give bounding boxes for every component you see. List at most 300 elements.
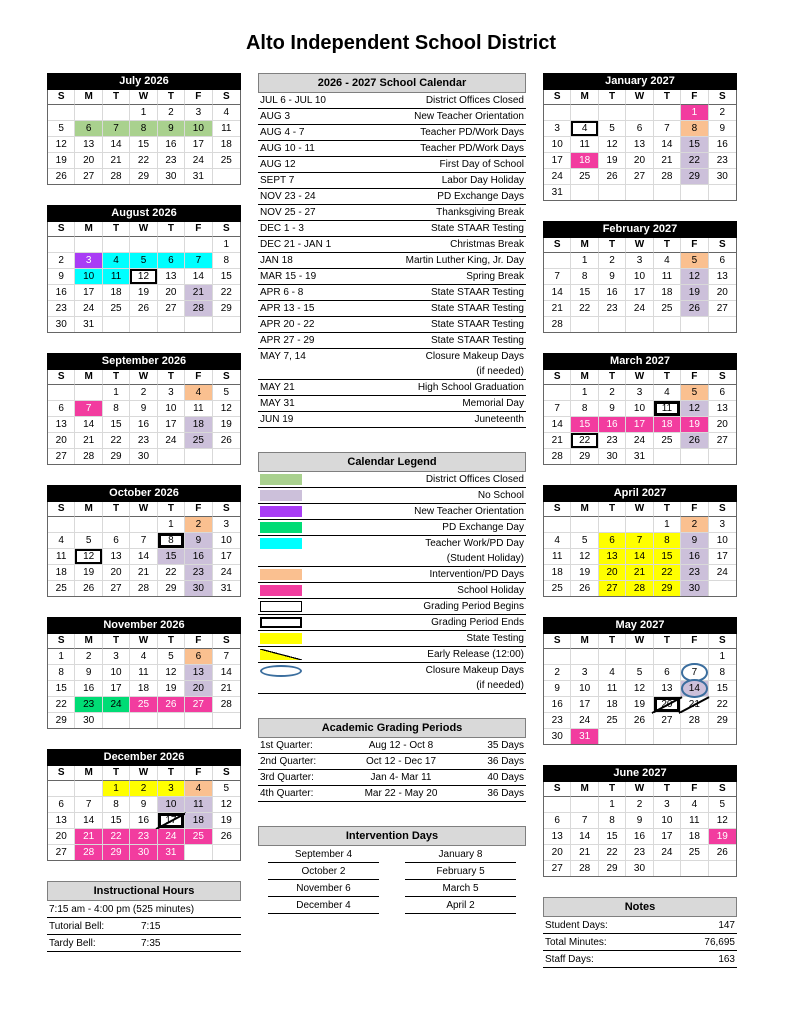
- day-cell: 13: [709, 269, 736, 285]
- intervention-date: September 4: [268, 846, 379, 863]
- day-cell: 29: [103, 845, 130, 860]
- day-cell: 5: [626, 665, 653, 681]
- day-cell: 22: [103, 829, 130, 845]
- day-cell: 7: [75, 797, 102, 813]
- weekday-header: T: [599, 238, 626, 253]
- day-cell: 21: [544, 301, 571, 317]
- day-cell: 21: [103, 153, 130, 169]
- day-cell: 25: [544, 581, 571, 596]
- day-cell: 30: [544, 729, 571, 744]
- hours-label: 7:15 am - 4:00 pm (525 minutes): [49, 903, 195, 915]
- weekday-header: T: [654, 238, 681, 253]
- day-cell: 28: [185, 301, 212, 317]
- day-cell: 29: [654, 581, 681, 596]
- day-cell: 16: [185, 549, 212, 565]
- day-cell: 28: [103, 169, 130, 184]
- instructional-hours-rows: [47, 901, 241, 952]
- day-cell: 9: [599, 269, 626, 285]
- weekday-header: T: [103, 90, 130, 105]
- day-cell: 20: [48, 829, 75, 845]
- weekday-header: T: [654, 502, 681, 517]
- month-march-2027: [543, 353, 737, 465]
- day-cell: 15: [599, 829, 626, 845]
- weekday-header: W: [626, 238, 653, 253]
- day-cell: 30: [681, 581, 708, 596]
- day-cell: 25: [185, 829, 212, 845]
- event-date: AUG 12: [260, 159, 296, 170]
- event-date: NOV 25 - 27: [260, 207, 316, 218]
- day-cell: [213, 449, 240, 464]
- day-cell: 13: [544, 829, 571, 845]
- weekday-header: M: [75, 370, 102, 385]
- event-date: JUL 6 - JUL 10: [260, 95, 326, 106]
- day-cell: 29: [571, 449, 598, 464]
- day-cell: 3: [709, 517, 736, 533]
- day-cell: 8: [130, 121, 157, 137]
- weekday-header: T: [158, 766, 185, 781]
- day-cell: 22: [213, 285, 240, 301]
- day-cell: [544, 385, 571, 401]
- legend-label: PD Exchange Day: [442, 522, 524, 533]
- weekday-header: T: [103, 370, 130, 385]
- day-cell: 9: [709, 121, 736, 137]
- day-cell: 9: [158, 121, 185, 137]
- day-cell: 11: [213, 121, 240, 137]
- day-cell: 23: [544, 713, 571, 729]
- day-cell: 14: [544, 417, 571, 433]
- day-cell: 12: [599, 137, 626, 153]
- day-cell: 11: [654, 401, 681, 417]
- event-description: State STAAR Testing: [430, 303, 524, 314]
- day-cell: 8: [103, 797, 130, 813]
- day-cell: 29: [158, 581, 185, 596]
- legend-swatch: [260, 538, 302, 549]
- day-cell: [709, 581, 736, 596]
- weekday-header: M: [571, 90, 598, 105]
- event-date: MAY 31: [260, 398, 295, 409]
- legend-swatch: [260, 601, 302, 612]
- day-cell: 17: [626, 417, 653, 433]
- day-cell: 27: [48, 449, 75, 464]
- grading-period-row: [258, 770, 526, 786]
- calendar-event-row: [258, 141, 526, 157]
- legend-row: [258, 583, 526, 599]
- day-cell: 15: [571, 417, 598, 433]
- day-cell: 27: [103, 581, 130, 596]
- day-cell: 31: [185, 169, 212, 184]
- grading-period-row: [258, 786, 526, 802]
- day-cell: 12: [213, 797, 240, 813]
- day-cell: [48, 781, 75, 797]
- month-title: September 2026: [47, 353, 241, 370]
- day-cell: [185, 237, 212, 253]
- legend-row: [258, 678, 526, 694]
- quarter-days: 35 Days: [487, 740, 524, 751]
- day-cell: 13: [599, 549, 626, 565]
- day-cell: 2: [544, 665, 571, 681]
- event-description: Labor Day Holiday: [441, 175, 524, 186]
- day-cell: 15: [158, 549, 185, 565]
- day-cell: 16: [599, 417, 626, 433]
- event-description: New Teacher Orientation: [414, 111, 524, 122]
- event-description: Closure Makeup Days: [425, 351, 524, 362]
- day-cell: 16: [544, 697, 571, 713]
- day-cell: 2: [48, 253, 75, 269]
- weekday-header: S: [544, 502, 571, 517]
- notes-panel: [543, 897, 737, 968]
- weekday-header: S: [213, 634, 240, 649]
- day-cell: 13: [48, 813, 75, 829]
- calendar-event-row: [258, 396, 526, 412]
- day-cell: 20: [158, 285, 185, 301]
- day-cell: [599, 105, 626, 121]
- day-cell: 1: [571, 253, 598, 269]
- legend-row: [258, 551, 526, 567]
- closure-makeup-oval: [681, 663, 707, 682]
- day-cell: [544, 253, 571, 269]
- school-calendar-rows: [258, 93, 526, 428]
- day-cell: 27: [599, 581, 626, 596]
- weekday-header: S: [709, 370, 736, 385]
- day-cell: 22: [130, 153, 157, 169]
- legend-label: State Testing: [466, 633, 524, 644]
- day-cell: 4: [103, 253, 130, 269]
- event-description: Martin Luther King, Jr. Day: [405, 255, 524, 266]
- day-cell: 25: [213, 153, 240, 169]
- day-cell: 27: [48, 845, 75, 860]
- month-title: August 2026: [47, 205, 241, 222]
- day-cell: 6: [599, 533, 626, 549]
- calendar-event-row: [258, 301, 526, 317]
- day-cell: 15: [654, 549, 681, 565]
- day-cell: [709, 729, 736, 744]
- month-grid: [543, 370, 737, 465]
- quarter-range: Oct 12 - Dec 17: [365, 756, 437, 767]
- weekday-header: S: [544, 238, 571, 253]
- weekday-header: S: [213, 370, 240, 385]
- month-january-2027: [543, 73, 737, 201]
- day-cell: 20: [75, 153, 102, 169]
- day-cell: [626, 649, 653, 665]
- day-cell: 26: [709, 845, 736, 861]
- day-cell: 30: [185, 581, 212, 596]
- day-cell: 27: [626, 169, 653, 185]
- school-calendar-panel: [258, 73, 526, 428]
- day-cell: 17: [158, 813, 185, 829]
- day-cell: 18: [185, 813, 212, 829]
- day-cell: 30: [626, 861, 653, 876]
- weekday-header: T: [654, 90, 681, 105]
- day-cell: 11: [48, 549, 75, 565]
- event-date: AUG 10 - 11: [260, 143, 315, 154]
- left-column: [47, 73, 241, 976]
- day-cell: 14: [185, 269, 212, 285]
- event-description: District Offices Closed: [425, 95, 524, 106]
- day-cell: 10: [626, 401, 653, 417]
- weekday-header: W: [626, 634, 653, 649]
- month-title: March 2027: [543, 353, 737, 370]
- day-cell: 19: [213, 417, 240, 433]
- day-cell: 18: [48, 565, 75, 581]
- calendar-event-row: [258, 173, 526, 189]
- day-cell: 29: [103, 449, 130, 464]
- weekday-header: M: [75, 502, 102, 517]
- day-cell: 2: [75, 649, 102, 665]
- day-cell: 5: [130, 253, 157, 269]
- day-cell: 27: [185, 697, 212, 713]
- day-cell: 31: [626, 449, 653, 464]
- day-cell: 28: [681, 713, 708, 729]
- intervention-days-header: Intervention Days: [258, 826, 526, 846]
- day-cell: 10: [75, 269, 102, 285]
- intervention-days-panel: [258, 826, 526, 914]
- day-cell: 1: [213, 237, 240, 253]
- event-description: (if needed): [476, 366, 524, 377]
- day-cell: 8: [48, 665, 75, 681]
- event-description: First Day of School: [439, 159, 524, 170]
- day-cell: 13: [626, 137, 653, 153]
- day-cell: 13: [103, 549, 130, 565]
- quarter-label: 3rd Quarter:: [260, 772, 314, 783]
- day-cell: 30: [130, 845, 157, 860]
- month-title: May 2027: [543, 617, 737, 634]
- day-cell: 4: [185, 781, 212, 797]
- day-cell: 2: [599, 253, 626, 269]
- day-cell: 23: [130, 433, 157, 449]
- day-cell: 5: [599, 121, 626, 137]
- legend-label: No School: [477, 490, 524, 501]
- day-cell: 23: [185, 565, 212, 581]
- day-cell: 4: [654, 385, 681, 401]
- month-april-2027: [543, 485, 737, 597]
- day-cell: [75, 105, 102, 121]
- notes-value: 163: [718, 953, 735, 965]
- calendar-event-row: [258, 364, 526, 380]
- day-cell: [185, 845, 212, 860]
- day-cell: 2: [130, 781, 157, 797]
- day-cell: 22: [571, 301, 598, 317]
- weekday-header: F: [681, 782, 708, 797]
- day-cell: 16: [75, 681, 102, 697]
- day-cell: 11: [571, 137, 598, 153]
- month-grid: [543, 90, 737, 201]
- hours-row: [47, 901, 241, 918]
- day-cell: 5: [48, 121, 75, 137]
- weekday-header: S: [213, 766, 240, 781]
- day-cell: 21: [681, 697, 708, 713]
- event-date: AUG 3: [260, 111, 291, 122]
- day-cell: [185, 449, 212, 464]
- month-title: January 2027: [543, 73, 737, 90]
- day-cell: 24: [158, 829, 185, 845]
- calendar-event-row: [258, 412, 526, 428]
- weekday-header: F: [185, 222, 212, 237]
- month-may-2027: [543, 617, 737, 745]
- day-cell: [681, 317, 708, 332]
- event-date: JAN 18: [260, 255, 293, 266]
- day-cell: 13: [48, 417, 75, 433]
- school-calendar-header: 2026 - 2027 School Calendar: [258, 73, 526, 93]
- day-cell: 22: [571, 433, 598, 449]
- weekday-header: T: [599, 370, 626, 385]
- day-cell: 31: [220, 583, 232, 594]
- day-cell: [544, 105, 571, 121]
- day-cell: 29: [130, 169, 157, 184]
- weekday-header: M: [571, 782, 598, 797]
- day-cell: [213, 845, 240, 860]
- day-cell: 22: [709, 697, 736, 713]
- legend-row: [258, 567, 526, 583]
- day-cell: [130, 237, 157, 253]
- day-cell: 18: [571, 153, 598, 169]
- instructional-hours-panel: [47, 881, 241, 952]
- day-cell: 9: [544, 681, 571, 697]
- middle-column: [258, 73, 526, 938]
- day-cell: [130, 517, 157, 533]
- legend-swatch: [260, 474, 302, 485]
- legend-row: [258, 663, 526, 678]
- quarter-label: 1st Quarter:: [260, 740, 313, 751]
- day-cell: 9: [626, 813, 653, 829]
- day-cell: 28: [75, 449, 102, 464]
- weekday-header: T: [158, 634, 185, 649]
- day-cell: 20: [544, 845, 571, 861]
- day-cell: 5: [213, 385, 240, 401]
- day-cell: [544, 649, 571, 665]
- day-cell: [213, 169, 240, 184]
- calendar-event-row: [258, 380, 526, 396]
- day-cell: 14: [213, 665, 240, 681]
- day-cell: [158, 317, 185, 332]
- hours-value: 7:35: [141, 937, 161, 949]
- day-cell: 22: [681, 153, 708, 169]
- weekday-header: F: [681, 634, 708, 649]
- intervention-date: January 8: [405, 846, 516, 863]
- day-cell: 24: [185, 153, 212, 169]
- day-cell: 1: [654, 517, 681, 533]
- day-cell: 22: [158, 565, 185, 581]
- day-cell: 11: [654, 269, 681, 285]
- month-february-2027: [543, 221, 737, 333]
- weekday-header: W: [626, 90, 653, 105]
- day-cell: 22: [103, 433, 130, 449]
- intervention-row: [268, 846, 516, 863]
- day-cell: 13: [158, 269, 185, 285]
- legend-label: (Student Holiday): [446, 553, 524, 564]
- day-cell: 23: [130, 829, 157, 845]
- calendar-event-row: [258, 285, 526, 301]
- day-cell: 21: [130, 565, 157, 581]
- grading-period-row: [258, 738, 526, 754]
- hours-label: Tardy Bell:: [49, 937, 96, 949]
- day-cell: 15: [103, 417, 130, 433]
- day-cell: [654, 105, 681, 121]
- day-cell: 13: [185, 665, 212, 681]
- event-date: NOV 23 - 24: [260, 191, 316, 202]
- day-cell: 26: [681, 433, 708, 449]
- quarter-label: 2nd Quarter:: [260, 756, 317, 767]
- weekday-header: T: [654, 782, 681, 797]
- day-cell: 6: [185, 649, 212, 665]
- month-september-2026: [47, 353, 241, 465]
- day-cell: 24: [213, 565, 240, 581]
- calendar-event-row: [258, 189, 526, 205]
- day-cell: 11: [185, 401, 212, 417]
- weekday-header: S: [709, 90, 736, 105]
- day-cell: 14: [681, 681, 708, 697]
- day-cell: 17: [626, 285, 653, 301]
- day-cell: 19: [213, 813, 240, 829]
- month-title: April 2027: [543, 485, 737, 502]
- weekday-header: W: [130, 634, 157, 649]
- day-cell: 14: [654, 137, 681, 153]
- day-cell: [571, 649, 598, 665]
- legend-label: Grading Period Ends: [431, 617, 524, 628]
- day-cell: 20: [654, 697, 681, 713]
- day-cell: 3: [158, 781, 185, 797]
- month-grid: [47, 370, 241, 465]
- day-cell: [681, 649, 708, 665]
- day-cell: 12: [48, 137, 75, 153]
- notes-label: Staff Days:: [545, 953, 594, 965]
- event-description: Spring Break: [466, 271, 524, 282]
- weekday-header: T: [103, 502, 130, 517]
- day-cell: [48, 237, 75, 253]
- weekday-header: W: [626, 370, 653, 385]
- day-cell: 21: [75, 829, 102, 845]
- day-cell: 9: [130, 797, 157, 813]
- day-cell: 2: [681, 517, 708, 533]
- event-date: MAY 21: [260, 382, 295, 393]
- day-cell: [571, 797, 598, 813]
- day-cell: [654, 649, 681, 665]
- early-release-slash: [155, 812, 186, 830]
- day-cell: [599, 185, 626, 200]
- day-cell: 6: [709, 253, 736, 269]
- weekday-header: F: [185, 766, 212, 781]
- weekday-header: T: [599, 782, 626, 797]
- day-cell: 8: [709, 665, 736, 681]
- day-cell: 8: [103, 401, 130, 417]
- weekday-header: T: [599, 90, 626, 105]
- weekday-header: F: [185, 634, 212, 649]
- weekday-header: S: [709, 502, 736, 517]
- day-cell: 2: [626, 797, 653, 813]
- day-cell: 13: [709, 401, 736, 417]
- weekday-header: S: [48, 222, 75, 237]
- quarter-range: Mar 22 - May 20: [364, 788, 438, 799]
- weekday-header: S: [48, 370, 75, 385]
- day-cell: 28: [626, 581, 653, 596]
- day-cell: 7: [185, 253, 212, 269]
- calendar-event-row: [258, 221, 526, 237]
- day-cell: 15: [709, 681, 736, 697]
- day-cell: 27: [709, 301, 736, 317]
- day-cell: 2: [709, 105, 736, 121]
- legend-label: New Teacher Orientation: [414, 506, 524, 517]
- legend-row: [258, 599, 526, 615]
- day-cell: 7: [654, 121, 681, 137]
- day-cell: [103, 105, 130, 121]
- day-cell: 1: [681, 105, 708, 121]
- day-cell: 1: [103, 385, 130, 401]
- weekday-header: T: [158, 502, 185, 517]
- day-cell: 8: [158, 533, 185, 549]
- day-cell: 27: [654, 713, 681, 729]
- intervention-date: November 6: [268, 880, 379, 897]
- notes-label: Total Minutes:: [545, 936, 607, 948]
- day-cell: 10: [709, 533, 736, 549]
